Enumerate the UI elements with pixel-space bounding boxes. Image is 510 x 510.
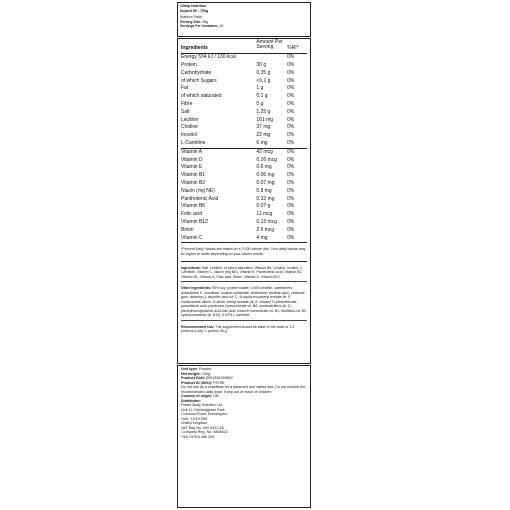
nutrient-name: Carbohydrate <box>181 69 212 76</box>
distributor-line: Common Road, Dunnington, <box>181 412 228 416</box>
col-ingredients: Ingredients <box>181 45 208 51</box>
nutrient-name: of which saturated <box>181 93 222 100</box>
nutrient-amount: 4 mg <box>256 234 268 241</box>
nutrient-amount: 2.6 mcg <box>256 226 275 233</box>
daily-value-footnote: *Percent Daily Values are based on a 2,000 calorie diet. Your daily values may be higher or lower depending on your calorie needs. <box>181 247 306 256</box>
net-weight-value: 700g <box>201 371 211 376</box>
nutrient-name: L-Carnitine <box>181 139 206 146</box>
nutrient-ri: 0% <box>287 116 295 123</box>
distributor-address <box>181 403 307 439</box>
nutrient-ri: 0% <box>287 156 295 163</box>
distributor-label: Distributor: <box>181 398 202 403</box>
nutrient-row <box>181 227 307 235</box>
nutrient-row <box>181 85 307 93</box>
details-panel <box>177 365 311 508</box>
nutrient-amount: 0.07 g <box>256 203 271 210</box>
nutrient-ri: 0% <box>287 108 295 115</box>
nutrient-row <box>181 196 307 204</box>
nutrient-row <box>181 109 307 117</box>
nutrient-name: of which Sugars <box>181 77 217 84</box>
origin-label: Country of origin: <box>181 394 213 398</box>
nutrient-amount: 0.26 mcg <box>256 156 277 163</box>
origin-value: GB <box>213 394 219 398</box>
nutrient-name: Lecithin <box>181 116 199 123</box>
nutrient-amount: 0.07 mg <box>256 179 275 186</box>
nutrient-row <box>181 149 307 157</box>
nutrient-row <box>181 101 307 109</box>
nutrient-name: Fibre <box>181 100 193 107</box>
nutrient-ri: 0% <box>287 148 295 155</box>
unit-type-value: Powder <box>199 367 212 371</box>
nutrient-amount: 0.32 mg <box>256 195 275 202</box>
nutrient-ri: 0% <box>287 139 295 146</box>
nutrient-row <box>181 157 307 165</box>
nutrient-amount: 0.13 mcg <box>256 218 277 225</box>
recommendation-block <box>181 321 307 336</box>
nutrient-amount: 0.06 mg <box>256 172 275 179</box>
net-weight-label: Net weight: <box>181 371 201 376</box>
nutrient-name: Salt <box>181 108 190 115</box>
nutrient-row <box>181 164 307 172</box>
distributor-line: Unit 11 Chessingham Park <box>181 407 225 412</box>
nutrient-name: Biotin <box>181 226 194 233</box>
servings-label: Servings Per Container: <box>180 24 219 29</box>
other-ingredients-block <box>181 282 307 320</box>
serving-size-value: 35g <box>202 19 208 24</box>
recommendation-text: The supplement should be taken in the dose of 1-3 portions a day: 1 portion-35 g. <box>181 324 295 334</box>
nutrient-ri: 0% <box>287 203 295 210</box>
nutrient-amount: 1 g <box>256 85 264 92</box>
vitamins-group <box>181 149 307 243</box>
ean-label: Product EAN: <box>181 376 205 380</box>
nutrient-row <box>181 180 307 188</box>
servings-line <box>180 24 308 29</box>
nutrient-ri: 0% <box>287 124 295 131</box>
nutrient-name: Choline <box>181 124 198 131</box>
nutrient-row <box>181 188 307 196</box>
nutrient-amount: 0.35 g <box>256 69 271 76</box>
recommendation-label: Recommended Use: <box>181 324 215 329</box>
nutrient-ri: 0% <box>287 93 295 100</box>
nutrient-name: Folic acid <box>181 211 203 218</box>
nutrient-amount: 1.25 g <box>256 108 271 115</box>
ingredients-text: Salt, Lecithin, of which saturated, Vitamin B6, Choline, Inositol, L-Carnitine, Vitamin C, Niacin (mg NE), Vitamin E, Panthotenic Acid, Vitamin B2, Vitamin B1, Vitamin A, Folic acid, Biotin, Vitamin D, Vitamin B12 <box>181 265 304 279</box>
nutrient-name: Niacin (mg NE) <box>181 187 215 194</box>
nutrient-ri: 0% <box>287 195 295 202</box>
distributor-line: VAT Reg No. 940 5412 46 <box>181 425 224 430</box>
distributor-line: Power Body Nutrition Ltd. <box>181 403 223 407</box>
other-ingredients-text: 90% soy protein isolate, 0.46% lecithin, sweeteners acesulfame K, sucralose, sodium cyclamate, thickeners: xanthan gum, cellulose gum; vitamins (L-ascorbic acid-vit. C, dl-alpha-tocopheryl acetate-vit. E, nicotinamide-niacin, D-biotin, retinyl acetate-vit. A, calcium D-pantothenate-pantothenic acid, pyridoxine hydrochloride-vit. B6, cholecalciferol-vit. D, pteroylmonoglutamic acid-folic acid, thiamin mononitrate-vit. B1, riboflavin-vit. B2, cyanocobalamin-vit. B12), 0.02% L-carnitine. <box>181 286 307 318</box>
nutrient-amount: 42 mcg <box>256 148 273 155</box>
nutrient-ri: 0% <box>287 172 295 179</box>
nutrient-amount: 30 g <box>256 62 267 68</box>
nutrient-name: Inositol <box>181 132 197 139</box>
distributor-line: York, YO19 5SE <box>181 416 208 421</box>
nutrient-amount: 22 mg <box>256 132 271 139</box>
nutrient-amount: 11 mcg <box>256 211 273 218</box>
sku-value: P3796 <box>213 380 224 385</box>
nutrient-amount: 0.1 g <box>256 93 268 100</box>
serving-size-label: Serving Size: <box>180 19 202 24</box>
nutrient-ri: 0% <box>287 211 295 218</box>
nutrient-amount: 0.6 mg <box>256 164 272 171</box>
nutrient-amount: 0.8 mg <box>256 187 272 194</box>
nutrient-amount: 6 mg <box>256 139 268 146</box>
nutrient-row <box>181 132 307 140</box>
nutrient-row <box>181 203 307 211</box>
nutrient-row <box>181 235 307 243</box>
nutrient-ri: 0% <box>287 187 295 194</box>
warning-text: Do not use as a substitute for a balanced and varied diet. Do not exceed the recommended daily dose. Keep out of reach of children. <box>181 385 306 394</box>
nutrient-name: Vitamin B12 <box>181 218 208 225</box>
nutrient-row <box>181 78 307 86</box>
nutrient-ri: 0% <box>287 132 295 139</box>
product-name: Sojavit 85 - 700g <box>180 8 209 13</box>
nutrient-name: Vitamin B6 <box>181 203 206 210</box>
nutrient-row <box>181 172 307 180</box>
nutrient-ri: 0% <box>287 218 295 225</box>
ingredients-block <box>181 262 307 282</box>
facts-title: Nutrition Facts <box>180 15 202 20</box>
nutrient-ri: 0% <box>287 62 295 68</box>
nutrient-name: Vitamin B1 <box>181 172 206 179</box>
nutrient-ri: 0% <box>287 69 295 76</box>
nutrient-name: Panthotenic Acid <box>181 195 219 202</box>
nutrient-amount: <0,1 g <box>256 77 271 84</box>
sku-label: Product ID (SKU): <box>181 380 213 385</box>
nutrient-row <box>181 124 307 132</box>
other-ingredients-label: Other ingredients: <box>181 286 212 291</box>
brand-name: Olimp Nutrition <box>180 4 207 8</box>
nutrient-ri: 0% <box>287 100 295 107</box>
nutrient-name: Energy 534 kJ / 130 kcal <box>181 54 236 61</box>
nutrient-ri: 0% <box>287 164 295 171</box>
nutrient-name: Vitamin E <box>181 164 203 171</box>
col-amount: Amount Per Serving <box>256 39 283 51</box>
nutrient-amount: 0 g <box>256 100 264 107</box>
nutrient-amount <box>256 55 287 61</box>
nutrient-row <box>181 62 307 70</box>
nutrient-ri: 0% <box>287 179 295 186</box>
nutrient-row <box>181 70 307 78</box>
nutrient-name: Vitamin C <box>181 234 203 241</box>
col-ri: %RI* <box>287 45 299 51</box>
nutrient-ri: 0% <box>287 226 295 233</box>
nutrient-name: Vitamin D <box>181 156 203 163</box>
nutrient-row <box>181 140 307 148</box>
nutrient-name: Fat <box>181 85 189 92</box>
nutrient-row <box>181 219 307 227</box>
nutrient-ri: 0% <box>287 85 295 92</box>
ingredients-label: Ingredients: <box>181 265 202 270</box>
ean-value: 5901330039662 <box>206 376 233 380</box>
nutrition-panel <box>177 38 311 364</box>
nutrient-amount: 37 mg <box>256 124 271 131</box>
nutrient-row <box>181 54 307 62</box>
distributor-line: United Kingdom <box>181 421 208 425</box>
distributor-line: +44) 01904 486 230 <box>181 434 215 439</box>
nutrient-row <box>181 211 307 219</box>
nutrient-ri: 0% <box>287 54 295 61</box>
table-header <box>181 39 307 51</box>
nutrient-name: Protein <box>181 62 197 68</box>
nutrient-amount: 161 mg <box>256 116 274 123</box>
nutrient-row <box>181 117 307 125</box>
distributor-line: Company Reg. No. 4868622 <box>181 430 228 434</box>
header-panel <box>177 2 311 37</box>
nutrients-group <box>181 54 307 147</box>
unit-type-label: Unit type: <box>181 367 199 371</box>
nutrient-row <box>181 93 307 101</box>
servings-value: 20 <box>219 24 224 29</box>
nutrient-name: Vitamin B2 <box>181 179 206 186</box>
nutrient-ri: 0% <box>287 234 295 241</box>
nutrient-ri: 0% <box>287 77 295 84</box>
nutrient-name: Vitamin A <box>181 148 203 155</box>
